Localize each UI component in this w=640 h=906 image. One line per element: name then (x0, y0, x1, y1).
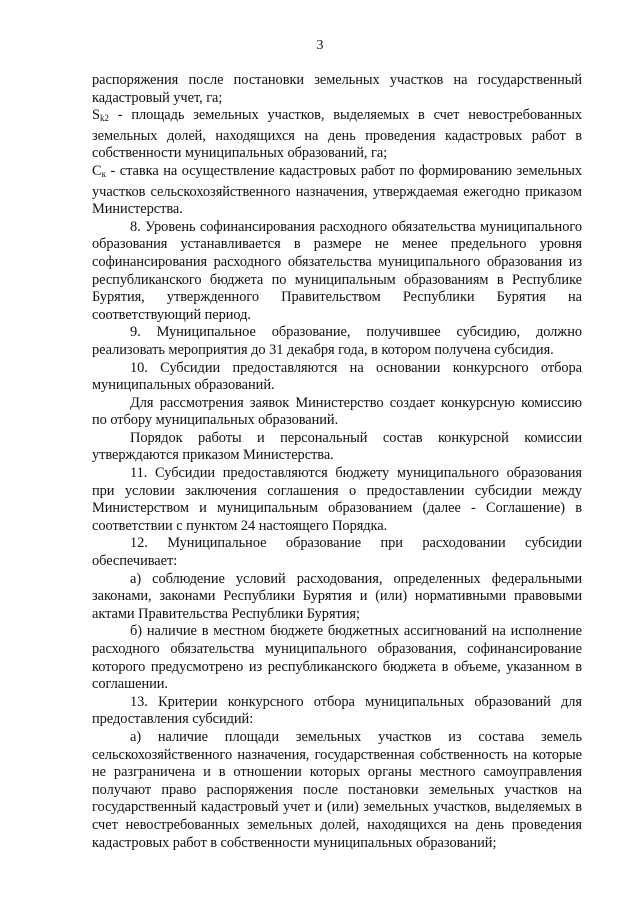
page-number: 3 (316, 38, 324, 53)
paragraph-sk2-definition (92, 107, 582, 163)
variable-subscript: k2 (99, 113, 109, 124)
variable-subscript: к (101, 168, 106, 179)
paragraph-item-13-a: а) наличие площади земельных участков из состава земель сельскохозяйственного назначения, государственная собственность на которые не разграничена и в отношении которых органы местного самоуправления получают право распоряжения после постановки земельных участков на государственный кадастровый учет и (или) земельных участков, выделяемых в счет невостребованных земельных долей, находящихся на день проведения кадастровых работ в собственности муниципальных образований; (92, 728, 582, 851)
paragraph-item-12: 12. Муниципальное образование при расходовании субсидии обеспечивает: (92, 535, 582, 570)
paragraph-item-12-a: а) соблюдение условий расходования, определенных федеральными законами, законами Республики Бурятия и (или) нормативными правовыми актами Правительства Республики Бурятия; (92, 570, 582, 622)
paragraph-ck-definition (92, 163, 582, 219)
variable-symbol: C (92, 162, 102, 179)
definition-text: - ставка на осуществление кадастровых работ по формированию земельных участков сельскохозяйственного назначения, утверждаемая ежегодно приказом Министерства. (92, 162, 582, 218)
paragraph-item-10: 10. Субсидии предоставляются на основании конкурсного отбора муниципальных образований. (92, 359, 582, 394)
paragraph-item-8: 8. Уровень софинансирования расходного обязательства муниципального образования устанавливается в размере не менее предельного уровня софинансирования расходного обязательства муниципального образования из республиканского бюджета по муниципальным образованиям в Республике Бурятия, утвержденного Правительством Республики Бурятия на соответствующий период. (92, 218, 582, 323)
paragraph-item-9: 9. Муниципальное образование, получившее субсидию, должно реализовать мероприятия до 31 декабря года, в котором получена субсидия. (92, 324, 582, 358)
paragraph-continuation: распоряжения после постановки земельных участков на государственный кадастровый учет, га; (92, 72, 582, 106)
variable-symbol: S (92, 107, 100, 124)
document-body (92, 72, 582, 852)
paragraph-item-11: 11. Субсидии предоставляются бюджету муниципального образования при условии заключения соглашения о предоставлении субсидии между Министерством и муниципальным образованием (далее - Соглашение) в соответствии с пунктом 24 настоящего Порядка. (92, 465, 582, 534)
paragraph-item-10-commission: Для рассмотрения заявок Министерство создает конкурсную комиссию по отбору муниципальных образований. (92, 394, 582, 429)
paragraph-item-13: 13. Критерии конкурсного отбора муниципальных образований для предоставления субсидий: (92, 693, 582, 728)
paragraph-item-12-b: б) наличие в местном бюджете бюджетных ассигнований на исполнение расходного обязательства муниципального образования, софинансирование которого предусмотрено из республиканского бюджета в объеме, указанном в соглашении. (92, 623, 582, 693)
paragraph-item-10-procedure: Порядок работы и персональный состав конкурсной комиссии утверждаются приказом Министерства. (92, 429, 582, 464)
definition-text: - площадь земельных участков, выделяемых в счет невостребованных земельных долей, находящихся на день проведения кадастровых работ в собственности муниципальных образований, га; (92, 107, 582, 162)
